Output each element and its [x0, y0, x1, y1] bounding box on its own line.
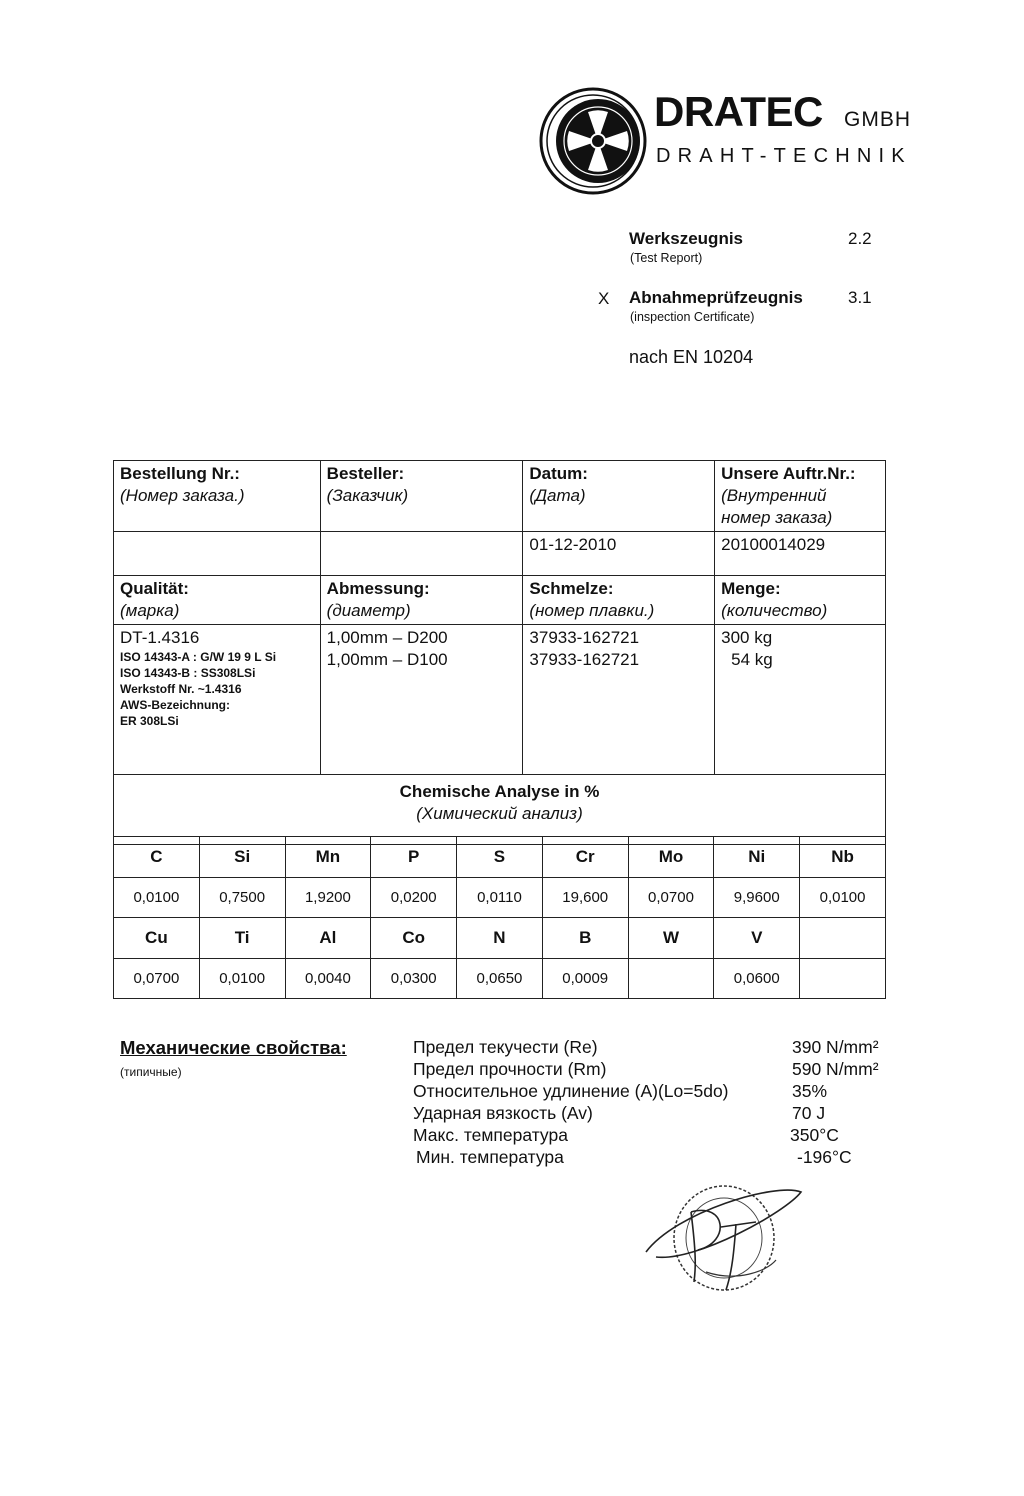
element-value: 1,9200 [285, 878, 371, 918]
element-value: 0,0009 [542, 959, 628, 999]
quality-detail: AWS-Bezeichnung: [120, 698, 230, 712]
element-symbol: Si [199, 837, 285, 878]
element-symbol: Mo [628, 837, 714, 878]
element-symbol: Cr [542, 837, 628, 878]
mechanical-subtitle: (типичные) [120, 1065, 182, 1079]
header-sublabel: (Дата) [529, 486, 586, 505]
property-name: Предел текучести (Re) [413, 1037, 598, 1057]
element-value: 0,0650 [457, 959, 543, 999]
element-value: 0,0700 [628, 878, 714, 918]
value-row-1 [114, 878, 886, 918]
quality-detail: Werkstoff Nr. ~1.4316 [120, 682, 242, 696]
quality-detail: ISO 14343-A : G/W 19 9 L Si [120, 650, 277, 664]
product-values-row [114, 625, 886, 775]
standard-reference: nach EN 10204 [629, 347, 754, 367]
internal-order-value: 20100014029 [715, 532, 886, 576]
brand-name: DRATEC [654, 88, 823, 135]
element-value: 0,0110 [457, 878, 543, 918]
header-sublabel: (Заказчик) [326, 486, 409, 505]
element-value: 0,7500 [199, 878, 285, 918]
element-symbol: S [457, 837, 543, 878]
property-value: 350°C [790, 1125, 839, 1145]
chemistry-header-row [114, 775, 886, 845]
element-symbol: C [114, 837, 200, 878]
header-sublabel: (номер плавки.) [529, 601, 655, 620]
order-header-row [114, 461, 886, 532]
header-label: Datum: [529, 464, 588, 483]
customer-header [320, 461, 523, 532]
internal-order-header [715, 461, 886, 532]
chemistry-title: Chemische Analyse in % [399, 782, 600, 801]
property-name: Макс. температура [413, 1125, 568, 1145]
property-name: Относительное удлинение (A)(Lo=5do) [413, 1081, 729, 1101]
element-symbol: W [628, 918, 714, 959]
dimension-line: 1,00mm – D200 [326, 628, 448, 647]
report-number: 2.2 [848, 229, 872, 248]
element-symbol: Ti [199, 918, 285, 959]
element-value [800, 959, 886, 999]
header-sublabel: (марка) [120, 601, 180, 620]
header-label: Bestellung Nr.: [120, 464, 240, 483]
element-value: 9,9600 [714, 878, 800, 918]
element-symbol: B [542, 918, 628, 959]
element-value: 0,0600 [714, 959, 800, 999]
element-value: 0,0100 [800, 878, 886, 918]
dimension-value [320, 625, 523, 775]
quality-grade: DT-1.4316 [120, 628, 200, 647]
inspection-number: 3.1 [848, 288, 872, 307]
inspection-title: Abnahmeprüfzeugnis [629, 288, 803, 307]
property-value: 35% [792, 1081, 828, 1101]
heat-value [523, 625, 715, 775]
element-symbol: Nb [800, 837, 886, 878]
heat-line: 37933-162721 [529, 628, 640, 647]
property-value: -196°C [797, 1147, 852, 1167]
property-value: 590 N/mm² [792, 1059, 879, 1079]
order-number-header [114, 461, 321, 532]
order-number-value [114, 532, 321, 576]
header-sublabel: (диаметр) [326, 601, 411, 620]
header-label: Qualität: [120, 579, 189, 598]
dimension-header [320, 576, 523, 625]
value-row-2 [114, 959, 886, 999]
date-value: 01-12-2010 [523, 532, 715, 576]
element-row-1 [114, 837, 886, 878]
element-value: 19,600 [542, 878, 628, 918]
quality-detail: ISO 14343-B : SS308LSi [120, 666, 256, 680]
quantity-header [715, 576, 886, 625]
property-name: Ударная вязкость (Av) [413, 1103, 593, 1123]
element-symbol: Co [371, 918, 457, 959]
element-value: 0,0300 [371, 959, 457, 999]
certificate-marker: X [598, 289, 610, 308]
chemistry-table [113, 836, 886, 999]
order-table [113, 460, 886, 845]
quantity-line: 300 kg [721, 628, 773, 647]
element-value: 0,0040 [285, 959, 371, 999]
element-value [628, 959, 714, 999]
element-symbol: V [714, 918, 800, 959]
element-symbol: Al [285, 918, 371, 959]
element-value: 0,0100 [199, 959, 285, 999]
quality-value [114, 625, 321, 775]
heat-line: 37933-162721 [529, 650, 640, 669]
dimension-line: 1,00mm – D100 [326, 650, 448, 669]
mechanical-title: Механические свойства: [120, 1037, 347, 1058]
header-sublabel: (Номер заказа.) [120, 486, 245, 505]
chemistry-subtitle: (Химический анализ) [416, 804, 583, 823]
element-symbol: Mn [285, 837, 371, 878]
element-symbol: P [371, 837, 457, 878]
property-value: 70 J [792, 1103, 826, 1123]
header-label: Abmessung: [326, 579, 430, 598]
header-sublabel: (количество) [721, 601, 828, 620]
inspection-subtitle: (inspection Certificate) [630, 310, 755, 324]
company-logo-icon [538, 86, 648, 196]
header-label: Menge: [721, 579, 781, 598]
element-symbol: Ni [714, 837, 800, 878]
product-header-row [114, 576, 886, 625]
element-value: 0,0200 [371, 878, 457, 918]
quality-header [114, 576, 321, 625]
quantity-line: 54 kg [731, 650, 773, 669]
element-symbol: Cu [114, 918, 200, 959]
order-values-row [114, 532, 886, 576]
element-symbol: N [457, 918, 543, 959]
heat-header [523, 576, 715, 625]
quality-stamp-icon [636, 1172, 806, 1302]
report-title: Werkszeugnis [629, 229, 744, 248]
report-subtitle: (Test Report) [630, 251, 703, 265]
customer-value [320, 532, 523, 576]
brand-tagline: DRAHT-TECHNIK [656, 145, 912, 167]
element-symbol [800, 918, 886, 959]
property-name: Мин. температура [416, 1147, 564, 1167]
chemistry-header [114, 775, 886, 845]
date-header [523, 461, 715, 532]
quality-detail: ER 308LSi [120, 714, 179, 728]
property-name: Предел прочности (Rm) [413, 1059, 607, 1079]
header-sublabel: (Внутренний номер заказа) [721, 486, 833, 527]
header-label: Unsere Auftr.Nr.: [721, 464, 856, 483]
quantity-value [715, 625, 886, 775]
brand-suffix: GMBH [844, 108, 911, 131]
element-row-2 [114, 918, 886, 959]
property-value: 390 N/mm² [792, 1037, 879, 1057]
header-label: Besteller: [326, 464, 405, 483]
element-value: 0,0100 [114, 878, 200, 918]
element-value: 0,0700 [114, 959, 200, 999]
header-label: Schmelze: [529, 579, 614, 598]
